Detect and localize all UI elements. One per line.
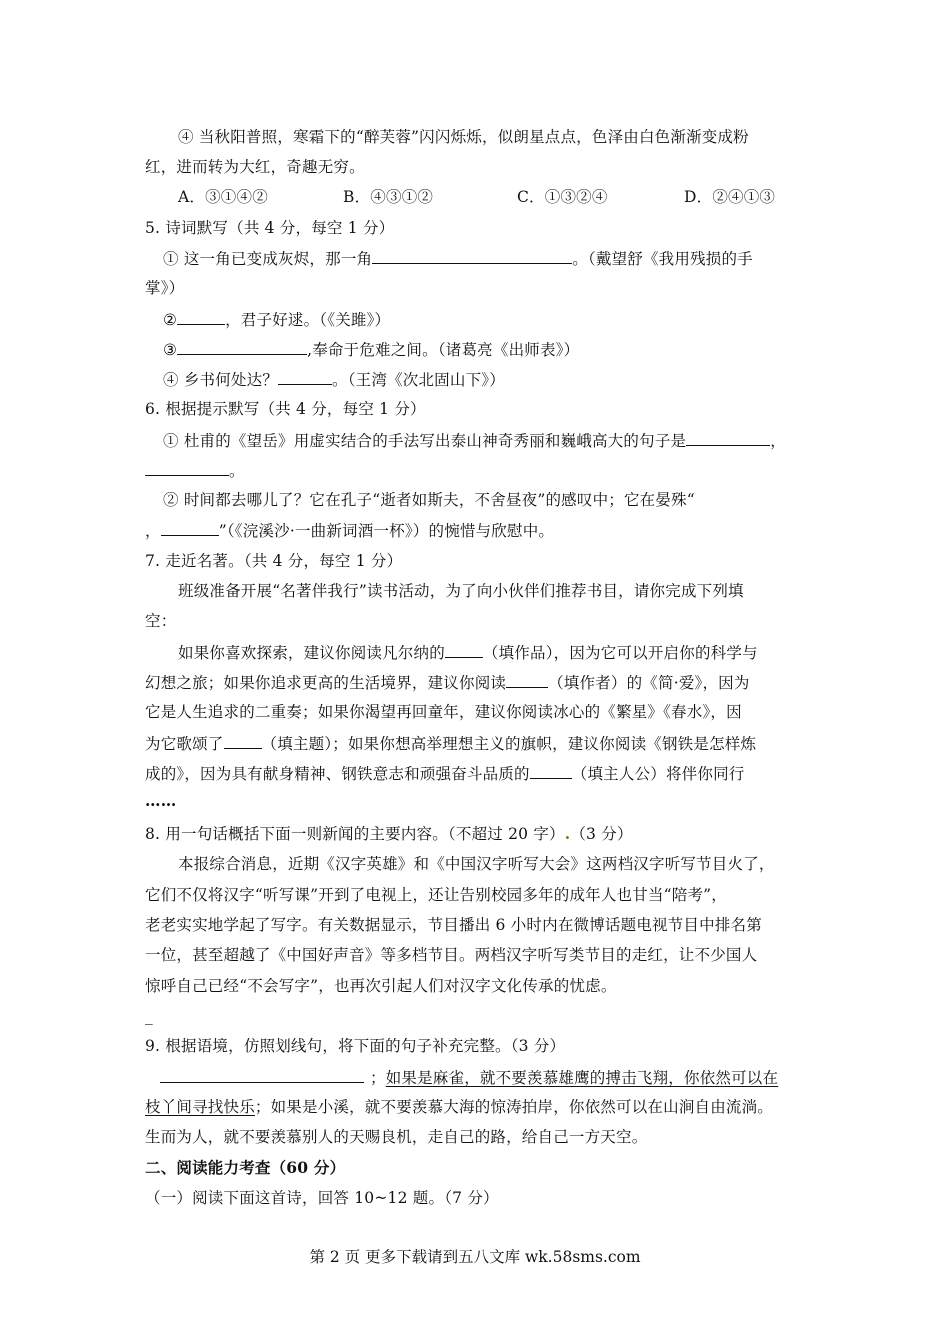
q8-answer-dash: _ [145, 1007, 153, 1025]
q9-line2: 枝丫间寻找快乐；如果是小溪，就不要羡慕大海的惊涛拍岸，你依然可以在山涧自由流淌。 [145, 1098, 774, 1116]
q6-line2: 。 [145, 460, 245, 481]
answer-blank [161, 520, 219, 536]
q5-line4: ④ 乡书何处达？ 。（王湾《次北固山下》） [163, 371, 505, 389]
q7-ellipsis: …… [145, 791, 177, 810]
underlined-sentence: 枝丫间寻找快乐 [145, 1098, 255, 1116]
q6-line3: ② 时间都去哪儿了？它在孔子“逝者如斯夫，不舍昼夜”的感叹中；它在晏殊“ [163, 491, 695, 509]
underlined-sentence: 如果是麻雀，就不要羡慕雄鹰的搏击飞翔，你依然可以在 [385, 1069, 779, 1087]
answer-blank [372, 248, 572, 264]
q7-para2-line3: 它是人生追求的二重奏；如果你渴望再回童年，建议你阅读冰心的《繁星》《春水》，因 [145, 703, 742, 721]
answer-blank [530, 763, 572, 779]
q8-title: 8. 用一句话概括下面一则新闻的主要内容。（不超过 20 字）.（3 分） [145, 824, 633, 843]
q4-options [178, 187, 775, 207]
q5-title: 5. 诗词默写（共 4 分，每空 1 分） [145, 219, 395, 237]
answer-blank [506, 672, 548, 688]
q4-option-a: A．③①④② [178, 188, 268, 206]
q7-para1-line2: 空： [145, 612, 177, 630]
q5-line3: ③ ,奉命于危难之间。（诸葛亮《出师表》） [163, 341, 580, 359]
q9-title: 9. 根据语境，仿照划线句，将下面的句子补充完整。（3 分） [145, 1037, 566, 1055]
q7-para2-line1: 如果你喜欢探索，建议你阅读凡尔纳的 （填作品），因为它可以开启你的科学与 [178, 644, 758, 662]
q6-line4: ， ”（《浣溪沙·一曲新词酒一杯》）的惋惜与欣慰中。 [145, 522, 555, 540]
q5-line2: ② ，君子好逑。（《关雎》） [163, 311, 391, 329]
q4-option-d: D．②④①③ [684, 188, 776, 206]
answer-blank [445, 642, 483, 658]
q4-option-b: B．④③①② [343, 188, 434, 206]
q8-news-line3: 老老实实地学起了写字。有关数据显示，节目播出 6 小时内在微博话题电视节目中排名第 [145, 916, 762, 934]
q9-line1: ；如果是麻雀，就不要羡慕雄鹰的搏击飞翔，你依然可以在 [160, 1067, 778, 1088]
q7-para2-line2: 幻想之旅；如果你追求更高的生活境界，建议你阅读 （填作者）的《简·爱》，因为 [145, 674, 750, 692]
q9-line3: 生而为人，就不要羡慕别人的天赐良机，走自己的路，给自己一方天空。 [145, 1128, 648, 1146]
q7-para2-line4: 为它歌颂了 （填主题）；如果你想高举理想主义的旗帜，建议你阅读《钢铁是怎样炼 [145, 735, 757, 753]
answer-blank [177, 339, 307, 355]
q8-news-line5: 惊呼自己已经“不会写字”，也再次引起人们对汉字文化传承的忧虑。 [145, 977, 617, 995]
q5-line1: ① 这一角已变成灰烬，那一角 。（戴望舒《我用残损的手 [163, 250, 753, 268]
q6-line1: ① 杜甫的《望岳》用虚实结合的手法写出泰山神奇秀丽和巍峨高大的句子是 ， [163, 432, 786, 450]
q4-option-c: C．①③②④ [517, 188, 608, 206]
section2-title: 二、阅读能力考查（60 分） [145, 1158, 346, 1177]
q7-para2-line5: 成的》，因为具有献身精神、钢铁意志和顽强奋斗品质的 （填主人公）将伴你同行 [145, 765, 745, 783]
page-footer: 第 2 页 更多下载请到五八文库 wk.58sms.com [309, 1248, 641, 1266]
q8-news-line4: 一位，甚至超越了《中国好声音》等多档节目。两档汉字听写类节目的走红，让不少国人 [145, 946, 758, 964]
answer-blank [160, 1067, 364, 1083]
answer-blank [177, 309, 225, 325]
answer-blank [278, 369, 332, 385]
answer-blank [145, 460, 229, 476]
q7-para1-line1: 班级准备开展“名著伴我行”读书活动，为了向小伙伴们推荐书目，请你完成下列填 [178, 582, 744, 600]
section2-subtitle: （一）阅读下面这首诗，回答 10~12 题。（7 分） [145, 1189, 499, 1207]
q4-item4-line2: 红，进而转为大红，奇趣无穷。 [145, 158, 365, 176]
answer-blank [224, 733, 262, 749]
answer-blank [686, 430, 770, 446]
q4-item4-line1: ④ 当秋阳普照，寒霜下的“醉芙蓉”闪闪烁烁，似朗星点点，色泽由白色渐渐变成粉 [178, 128, 749, 146]
q6-title: 6. 根据提示默写（共 4 分，每空 1 分） [145, 400, 426, 418]
q5-line1-cont: 掌》） [145, 279, 185, 297]
q8-news-line2: 它们不仅将汉字“听写课”开到了电视上，还让告别校园多年的成年人也甘当“陪考”， [145, 886, 727, 904]
q8-news-line1: 本报综合消息，近期《汉字英雄》和《中国汉字听写大会》这两档汉字听写节目火了， [178, 855, 775, 873]
q7-title: 7. 走近名著。（共 4 分，每空 1 分） [145, 552, 403, 570]
